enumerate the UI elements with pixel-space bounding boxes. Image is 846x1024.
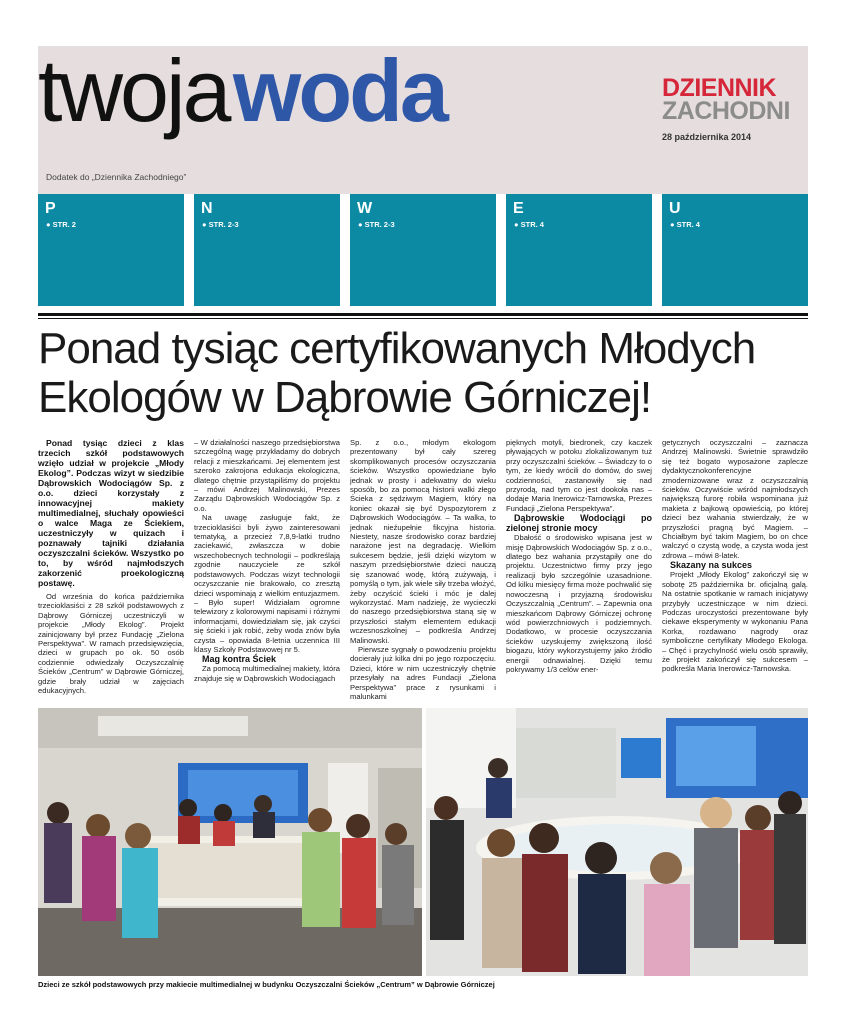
photo-children-left-illustration [38, 708, 422, 976]
title-word-twoja: twoja [38, 41, 229, 140]
article-subheading: Dąbrowskie Wodociągi po zielonej stronie mocy [506, 513, 652, 534]
article-paragraph: Sp. z o.o., młodym ekologom prezentowany był cały szereg skomplikowanych procesów oczyszczania ścieków. Wszystko opowiedziane było jednak w prosty i adekwatny do wieku sposób, bo za pomocą historii walki złego Ścieka z sędziwym Magiem, który na koniec okazał się być Dyspozytorem z Dąbrowskich Wodociągów. – Ta walka, to jednak nieźupełnie fikcyjna historia. Niestety, nasze środowisko coraz bardziej narażone jest na degradację. Wielkim sukcesem będzie, jeśli dzięki wizytom w naszym przedsiębiorstwie dzieci nauczą się szanować wodę, którą zużywają, i pomyślą o tym, jak wiele siły trzeba włożyć, żeby oczyścić ścieki i móc je dalej wykorzystać. Mam nadzieję, że wycieczki do naszego przedsiębiorstwa staną się w przyszłości stałym elementem edukacji wczesnoszkolnej – podkreśla Andrzej Malinowski. [350, 438, 496, 645]
title-word-woda: woda [232, 41, 446, 140]
section-tile-u[interactable] [662, 194, 808, 306]
tile-letter: E [513, 200, 524, 217]
article-paragraph: pięknych motyli, biedronek, czy kaczek pływających w potoku zlokalizowanym tuż przy oczyszczalni ścieków. – Świadczy to o tym, że kiedy wrócili do domów, do swej codzienności, zastanowiły się nad przyrodą, nad tym co jest dookoła nas – dodaje Maria Inerowicz-Tarnowska, Prezes Fundacji „Zielona Perspektywa”. [506, 438, 652, 513]
article-paragraph: Projekt „Młody Ekolog” zakończył się w sobotę 25 października br. oficjalną galą. Na ostatnie spotkanie w ramach inicjatywy przybyły uczestniczące w nim dzieci. Podczas uroczystości prezentowane były ciekawe eksperymenty w wykonaniu Pana Korka, rozdawano nagrody oraz symboliczne certyfikaty Młodego Ekologa. – Chęć i przychylność wielu osób sprawiły, że projekt zakończył się sukcesem – podkreśla Maria Inerowicz-Tarnowska. [662, 570, 808, 674]
tile-letter: W [357, 200, 373, 217]
newspaper-logo-line2: ZACHODNI [662, 97, 790, 125]
tile-letter: N [201, 200, 213, 217]
issue-date: 28 października 2014 [662, 132, 752, 142]
supplement-note: Dodatek do „Dziennika Zachodniego” [46, 172, 187, 182]
section-tile-e[interactable] [506, 194, 652, 306]
article-headline: Ponad tysiąc certyfikowanych Młodych Ekologów w Dąbrowie Górniczej! [38, 324, 756, 422]
article-lead: Ponad tysiąc dzieci z klas trzecich szkół podstawowych wzięło udział w projekcie „Młody Ekolog”. Podczas wizyt w siedzibie Dąbrowskich Wodociągów Sp. z o.o. dzieci korzystały z innowacyjnej makiety multimedialnej, słuchały opowieści o walce Maga ze Ściekiem, uczestniczyły w quizach i poznawały tajniki działania oczyszczalni ścieków. Wszystko po to, by wśród najmłodszych zakorzenić proekologiczną postawę. [38, 438, 184, 588]
article-subheading: Mag kontra Ściek [202, 654, 277, 665]
tile-page-ref: ● STR. 2-3 [202, 220, 239, 229]
article-paragraph: getycznych oczyszczalni – zaznacza Andrzej Malinowski. Świetnie sprawdziło się też bogato wyposażone zaplecze dydaktycznokonferencyjne zmodernizowane wraz z oczyszczalnią ścieków. Oczywiście wśród najmłodszych największą furorę robiła wspominana już makieta z bajkową opowieścią, po której dzieci bez wahania stwierdzały, że w przyszłości pragną być Magiem. – Chciałbym być takim Magiem, bo on chce walczyć o czystą wodę, a czysta woda jest zdrowa – mówi 8-latek. [662, 438, 808, 560]
article-paragraph: Pierwsze sygnały o powodzeniu projektu docierały już kilka dni po jego rozpoczęciu. Dzieci, które w nim uczestniczyły chętnie przesyłały na adres Fundacji „Zielona Perspektywa” prace z rysunkami i malunkami [350, 644, 496, 701]
photo-caption: Dzieci ze szkół podstawowych przy makiecie multimedialnej w budynku Oczyszczalni Ścieków „Centrum” w Dąbrowie Górniczej [38, 980, 495, 989]
photo-children-left [38, 708, 422, 976]
tile-page-ref: ● STR. 2 [46, 220, 76, 229]
article-paragraph: Od września do końca października trzecioklasiści z 28 szkół podstawowych z Dąbrowy Górniczej uczestniczyli w projekcie „Młody Ekolog”. Projekt zainicjowany był przez Fundację „Zielona Perspektywa”. W ramach przedsięwzięcia, dzieci w grupach po ok. 50 osób codziennie odwiedzały Oczyszczalnię Ścieków „Centrum” w Dąbrowie Górniczej, gdzie brały udział w zajęciach edukacyjnych. [38, 592, 184, 696]
section-tile-w[interactable] [350, 194, 496, 306]
tile-letter: P [45, 200, 56, 217]
article-column-4 [506, 438, 652, 674]
article-paragraph: – W działalności naszego przedsiębiorstwa szczególną wagę przykładamy do dobrych relacji z mieszkańcami. Jej elementem jest szeroko zakrojona edukacja ekologiczna, dlatego chętnie przystąpiliśmy do projektu – mówi Andrzej Malinowski, Prezes Zarządu Dąbrowskich Wodociągów Sp. z o.o. [194, 438, 340, 513]
article-column-1 [38, 438, 184, 695]
tile-page-ref: ● STR. 2-3 [358, 220, 395, 229]
tile-page-ref: ● STR. 4 [670, 220, 700, 229]
supplement-title [38, 40, 446, 150]
section-tile-n[interactable] [194, 194, 340, 306]
headline-rule-thick [38, 313, 808, 316]
tile-letter: U [669, 200, 681, 217]
article-column-5 [662, 438, 808, 674]
article-column-3 [350, 438, 496, 701]
photo-children-right-illustration [426, 708, 808, 976]
section-tile-p[interactable] [38, 194, 184, 306]
article-paragraph: Za pomocą multimedialnej makiety, która znajduje się w Dąbrowskich Wodociągach [194, 664, 340, 683]
tile-page-ref: ● STR. 4 [514, 220, 544, 229]
article-paragraph: Na uwagę zasługuje fakt, że trzecioklasiści byli żywo zainteresowani tematyką, a przecież 7,8,9-latki trudno zaciekawić, zwłaszcza w dobie wszechobecnych technologii – podkreślają zgodnie nauczyciele ze szkół podstawowych. Podczas wizyt technologii oczyszczanie nie brakowało, co zresztą dzieci wspominają z wielkim entuzjazmem. – Było super! Widziałam ogromne telewizory z kolorowymi napisami i różnymi informacjami, dowiedziałam się, jak czyści się ścieki i jak robić, żeby woda znów była czysta – opowiada 8-letnia uczennica III klasy Szkoły Podstawowej nr 5. [194, 513, 340, 654]
newspaper-logo-line1: DZIENNIK [662, 74, 777, 102]
photo-children-right [426, 708, 808, 976]
article-column-2 [194, 438, 340, 683]
article-subheading: Skazany na sukces [670, 560, 753, 571]
headline-rule-thin [38, 318, 808, 319]
article-paragraph: Dbałość o środowisko wpisana jest w misję Dąbrowskich Wodociągów Sp. z o.o., dlatego bez wahania przystąpiły one do projektu. Uczestnictwo firmy przy jego realizacji było szczególnie uzasadnione. Od kilku miesięcy firma może pochwalić się nowoczesną i przyjazną środowisku Oczyszczalnią „Centrum”. – Zapewnia ona mieszkańcom Dąbrowy Górniczej ochronę wód powierzchniowych i podziemnych. Dodatkowo, w procesie oczyszczania ścieków uzyskujemy zwiększoną ilość biogazu, który wykorzystujemy jako źródło energii odnawialnej. Dzięki temu pokrywamy 1/3 celów ener- [506, 533, 653, 674]
